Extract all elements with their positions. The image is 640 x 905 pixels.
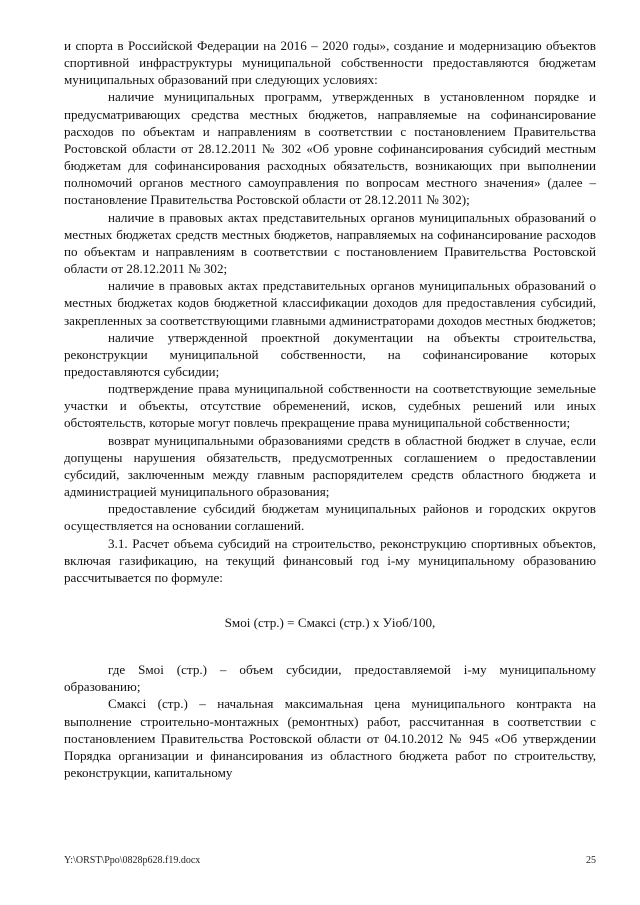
paragraph-intro: и спорта в Российской Федерации на 2016 – 2020 годы», создание и модернизацию объектов спортивной инфраструктуры муниципальной собственности предоставляются бюджетам муниципальных образований при следующих условиях: — [64, 38, 596, 88]
page-number: 25 — [586, 855, 596, 866]
paragraph-condition-refund: возврат муниципальными образованиями средств в областной бюджет в случае, если допущены нарушения обязательств, предусмотренных соглашением о предоставлении субсидий, заключенным между главным распорядителем средств областного бюджета и администрацией муниципального образования; — [64, 432, 596, 500]
paragraph-condition-project-docs: наличие утвержденной проектной документации на объекты строительства, реконструкции муниципальной собственности, на софинансирование которых предоставляются субсидии; — [64, 329, 596, 379]
paragraph-condition-agreements: предоставление субсидий бюджетам муниципальных районов и городских округов осуществляется на основании соглашений. — [64, 501, 596, 534]
paragraph-formula-definition-c: Смаксi (стр.) – начальная максимальная цена муниципального контракта на выполнение строительно-монтажных (ремонтных) работ, рассчитанная в соответствии с постановлением Правительства Ростовской области от 04.10.2012 № 945 «Об утверждении Порядка организации и финансирования из областного бюджета работ по строительству, реконструкции, капитальному — [64, 696, 596, 781]
paragraph-condition-budget-funds: наличие в правовых актах представительных органов муниципальных образований о местных бюджетах средств местных бюджетов, направляемых на софинансирование расходов по объектам и направлениям в соответствии с постановлением Правительства Ростовской области от 28.12.2011 № 302; — [64, 209, 596, 277]
paragraph-condition-ownership: подтверждение права муниципальной собственности на соответствующие земельные участки и объекты, отсутствие обременений, исков, судебных решений или иных обстоятельств, которые могут повлечь прекращение права муниципальной собственности; — [64, 381, 596, 431]
page-footer — [64, 855, 596, 869]
paragraph-condition-programs: наличие муниципальных программ, утвержденных в установленном порядке и предусматривающих средства местных бюджетов, направляемые на софинансирование расходов по объектам и направлениям в соответствии с постановлением Правительства Ростовской области от 28.12.2011 № 302 «Об уровне софинансирования субсидий местным бюджетам для софинансирования расходных обязательств, возникающих при выполнении полномочий органов местного самоуправления по вопросам местного значения» (далее – постановление Правительства Ростовской области от 28.12.2011 № 302); — [64, 89, 596, 208]
paragraph-condition-budget-codes: наличие в правовых актах представительных органов муниципальных образований о местных бюджетах кодов бюджетной классификации доходов для предоставления субсидий, закрепленных за соответствующими главными администраторами доходов местных бюджетов; — [64, 278, 596, 328]
paragraph-section-3-1: 3.1. Расчет объема субсидий на строительство, реконструкцию спортивных объектов, включая газификацию, на текущий финансовый год i-му муниципальному образованию рассчитывается по формуле: — [64, 535, 596, 585]
document-body — [64, 37, 596, 781]
formula: Sмоi (стр.) = Смаксi (стр.) х Уioб/100, — [224, 615, 436, 630]
footer-file-path: Y:\ORST\Ppo\0828p628.f19.docx — [64, 855, 201, 866]
paragraph-formula-definition-s: где Sмоi (стр.) – объем субсидии, предоставляемой i-му муниципальному образованию; — [64, 662, 596, 695]
